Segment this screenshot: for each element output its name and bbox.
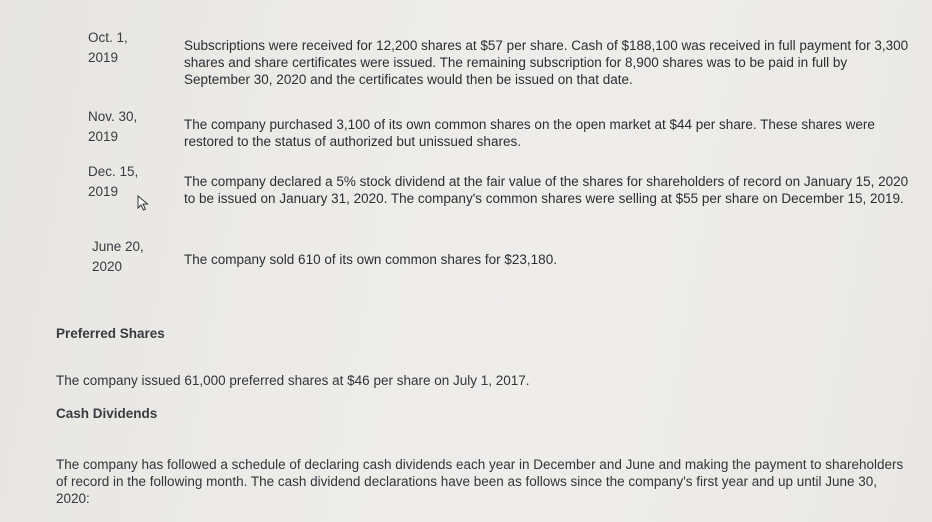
entry-date-june-20 xyxy=(92,237,144,277)
entry-date-nov-30 xyxy=(88,107,137,147)
entry-date-line2: 2019 xyxy=(88,184,119,199)
entry-date-line2: 2019 xyxy=(88,129,119,144)
entry-date-line1: Nov. 30, xyxy=(88,109,138,124)
entry-text-dec-15: The company declared a 5% stock dividend at the fair value of the shares for shareholders of record on January 15, 2020 to be issued on January 31, 2020. The company's common shares were selling at $55 per share on December 15, 2019. xyxy=(184,174,909,206)
cash-dividends-heading: Cash Dividends xyxy=(56,406,158,421)
preferred-shares-heading: Preferred Shares xyxy=(56,326,165,341)
preferred-shares-text: The company issued 61,000 preferred shares at $46 per share on July 1, 2017. xyxy=(56,373,530,388)
entry-date-dec-15 xyxy=(88,162,138,202)
entry-date-line2: 2019 xyxy=(88,50,119,65)
entry-date-line1: Oct. 1, xyxy=(88,30,128,45)
entry-text-nov-30: The company purchased 3,100 of its own common shares on the open market at $44 per share. These shares were restored to the status of authorized but unissued shares. xyxy=(184,117,875,149)
entry-text-oct-1: Subscriptions were received for 12,200 shares at $57 per share. Cash of $188,100 was received in full payment for 3,300 shares and share certificates were issued. The remaining subscription for 8,900 shares was to be paid in full by September 30, 2020 and the certificates would then be issued on that date. xyxy=(184,38,909,87)
entry-date-line2: 2020 xyxy=(92,259,123,274)
entry-date-line1: June 20, xyxy=(92,239,144,254)
entry-text-june-20: The company sold 610 of its own common shares for $23,180. xyxy=(184,252,557,267)
mouse-pointer-icon xyxy=(137,195,151,211)
entry-date-line1: Dec. 15, xyxy=(88,164,139,179)
cash-dividends-text: The company has followed a schedule of declaring cash dividends each year in December and June and making the payment to shareholders of record in the following month. The cash dividend declarations have been as follows since the company's first year and up until June 30, 2020: xyxy=(56,457,904,506)
entry-date-oct-1 xyxy=(88,28,128,68)
